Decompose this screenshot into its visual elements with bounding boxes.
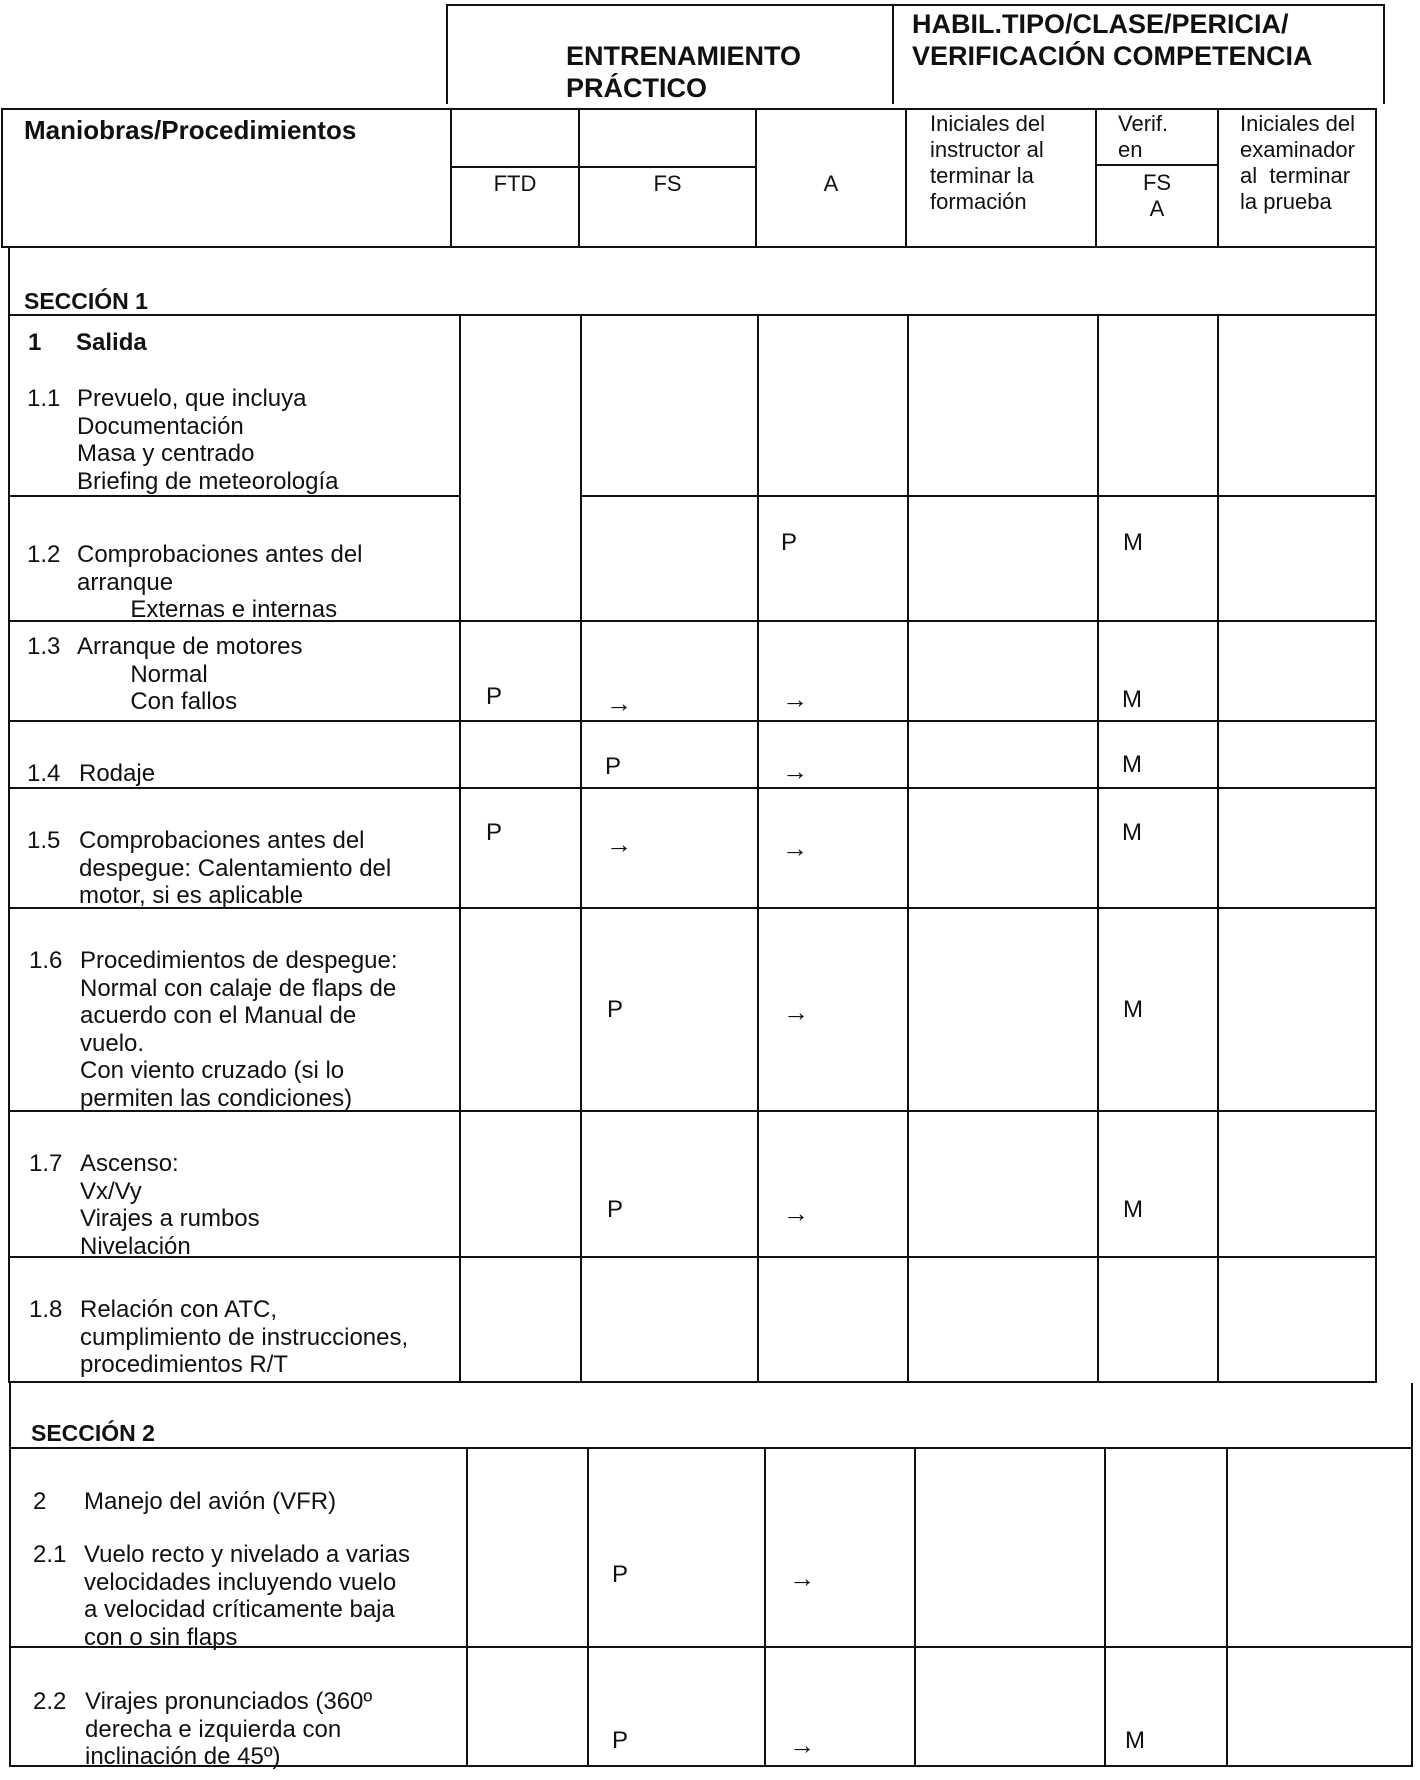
row-number: 1.5: [27, 827, 61, 854]
fs-arrow: →: [606, 829, 632, 859]
row-text: Vuelo recto y nivelado a varias velocidades incluyendo vuelo a velocidad críticamente baja con o sin flaps: [84, 1541, 410, 1651]
section-title: SECCIÓN 1: [24, 288, 148, 314]
ftd-column-header: FTD: [493, 171, 537, 196]
a-arrow: →: [782, 756, 808, 786]
row-number: 2: [33, 1488, 47, 1515]
row-text: Arranque de motores Normal Con fallos: [77, 633, 303, 715]
fs-mark: P: [612, 1561, 629, 1588]
maneuvers-header: Maniobras/Procedimientos: [24, 115, 357, 145]
row-number: 1: [28, 329, 42, 356]
a-mark: P: [781, 529, 798, 556]
verif-mark: M: [1123, 996, 1143, 1023]
a-arrow: →: [782, 684, 808, 714]
row-number: 1.3: [27, 633, 61, 660]
row-text: Ascenso: Vx/Vy Virajes a rumbos Nivelación: [80, 1150, 260, 1260]
header-rating-title: HABIL.TIPO/CLASE/PERICIA/ VERIFICACIÓN COMPETENCIA: [912, 9, 1313, 71]
a-arrow: →: [783, 997, 809, 1027]
verif-mark: M: [1125, 1727, 1145, 1754]
fs-mark: P: [612, 1727, 629, 1754]
header-training-text: ENTRENAMIENTO PRÁCTICO: [566, 41, 802, 103]
fs-mark: P: [607, 996, 624, 1023]
instructor-initials-header: Iniciales del instructor al terminar la formación: [930, 111, 1045, 214]
ftd-mark: P: [486, 819, 503, 846]
row-text: Procedimientos de despegue: Normal con calaje de flaps de acuerdo con el Manual de vuelo. Con viento cruzado (si lo permiten las condiciones): [80, 947, 398, 1112]
row-number: 1.2: [27, 541, 61, 568]
section-title: SECCIÓN 2: [31, 1420, 155, 1446]
a-column-header: A: [823, 171, 839, 196]
fs-mark: P: [605, 753, 622, 780]
row-text: Virajes pronunciados (360º derecha e izquierda con inclinación de 45º): [85, 1688, 373, 1770]
ftd-mark: P: [486, 683, 503, 710]
row-text: Comprobaciones antes del despegue: Calentamiento del motor, si es aplicable: [79, 827, 392, 909]
verif-mark: M: [1122, 819, 1142, 846]
row-text: Relación con ATC, cumplimiento de instrucciones, procedimientos R/T: [80, 1296, 409, 1378]
row-number: 1.6: [29, 947, 63, 974]
verif-mark: M: [1122, 686, 1142, 713]
examiner-initials-header: Iniciales del examinador al terminar la prueba: [1240, 111, 1355, 214]
row-text: Rodaje: [79, 760, 156, 787]
verif-in-header: Verif. en: [1118, 111, 1169, 162]
row-number: 1.1: [27, 385, 61, 412]
row-number: 2.2: [33, 1688, 67, 1715]
a-arrow: →: [782, 833, 808, 863]
row-number: 1.7: [29, 1150, 63, 1177]
verif-mark: M: [1122, 751, 1142, 778]
row-number: 2.1: [33, 1541, 67, 1568]
fs-arrow: →: [606, 688, 632, 718]
verif-fs-a-header: FS A: [1142, 170, 1172, 221]
a-arrow: →: [789, 1730, 815, 1760]
row-text: Prevuelo, que incluya Documentación Masa y centrado Briefing de meteorología: [77, 385, 339, 495]
row-text: Salida: [76, 329, 147, 356]
row-text: Manejo del avión (VFR): [84, 1488, 337, 1515]
row-number: 1.8: [29, 1296, 63, 1323]
fs-column-header: FS: [653, 171, 682, 196]
a-arrow: →: [783, 1198, 809, 1228]
verif-mark: M: [1123, 1196, 1143, 1223]
fs-mark: P: [607, 1196, 624, 1223]
verif-mark: M: [1123, 529, 1143, 556]
a-arrow: →: [789, 1563, 815, 1593]
header-training-title: [470, 8, 801, 136]
row-number: 1.4: [27, 760, 61, 787]
row-text: Comprobaciones antes del arranque Externas e internas: [77, 541, 363, 623]
